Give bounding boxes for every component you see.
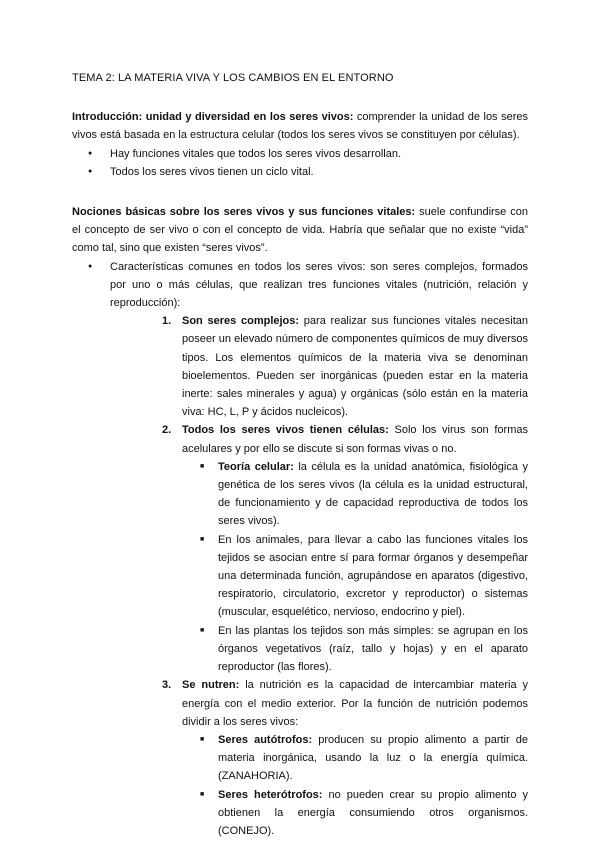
sub-item-text: En las plantas los tejidos son más simples: se agrupan en los órganos vegetativos (raíz, tallo y hojas) y en el aparato reproductor (las flores). [218, 624, 528, 674]
intro-heading: Introducción: unidad y diversidad en los seres vivos: [72, 111, 354, 124]
nociones-heading: Nociones básicas sobre los seres vivos y sus funciones vitales: [72, 206, 416, 219]
sub-item-text: no pueden crear su propio alimento y obtienen la energía consumiendo otros organismos. (CONEJO). [218, 788, 528, 837]
sub-item [200, 531, 528, 622]
item-number: 3. [162, 679, 172, 692]
list-item [72, 258, 528, 841]
list-item: ● Hay funciones vitales que todos los seres vivos desarrollan. [72, 145, 528, 163]
sub-item-heading: Teoría celular: [218, 460, 294, 473]
intro-bullet-list [72, 145, 528, 181]
numbered-item-2 [162, 421, 528, 676]
item-heading: Todos los seres vivos tienen células: [182, 424, 389, 437]
item-heading: Se nutren: [182, 679, 240, 692]
intro-text: comprender la unidad de los seres vivos está basada en la estructura celular (todos los seres vivos se constituyen por células). [72, 111, 528, 142]
numbered-list [110, 312, 528, 840]
nociones-paragraph [72, 203, 528, 258]
sub-item [200, 786, 528, 841]
sub-item [200, 622, 528, 677]
list-item: ● Todos los seres vivos tienen un ciclo vital. [72, 163, 528, 181]
sub-item-text: En los animales, para llevar a cabo las funciones vitales los tejidos se asocian entre sí para formar órganos y desempeñar una determinada función, agrupándose en aparatos (digestivo, respiratorio, circulatorio, excretor y reproductor) o sistemas (muscular, esquelético, nervioso, endocrino y piel). [218, 533, 528, 619]
item-text: Solo los virus son formas acelulares y por ello se discute si son formas vivas o no. [182, 424, 528, 455]
sub-item-text: producen su propio alimento a partir de materia inorgánica, usando la luz o la energía química. (ZANAHORIA). [218, 733, 529, 783]
numbered-item-1 [162, 312, 528, 421]
nociones-bullet-list [72, 258, 528, 841]
sub-item-text: la célula es la unidad anatómica, fisiológica y genética de los seres vivos (la célula es la unidad estructural, de funcionamiento y de capacidad reproductiva de todos los seres vivos). [218, 460, 528, 528]
nociones-text: suele confundirse con el concepto de ser vivo o con el concepto de vida. Habría que señalar que no existe “vida” como tal, sino que existen “seres vivos”. [72, 206, 528, 255]
item-number: 1. [162, 315, 172, 328]
numbered-item-3 [162, 676, 529, 840]
sub-list [182, 731, 528, 840]
sub-item-heading: Seres autótrofos: [218, 733, 313, 746]
sub-item-heading: Seres heterótrofos: [218, 788, 323, 801]
sub-item [200, 458, 528, 531]
sub-item [200, 731, 528, 786]
item-number: 2. [162, 424, 172, 437]
intro-section [72, 108, 528, 181]
nociones-section [72, 203, 528, 840]
sub-list [182, 458, 528, 676]
intro-paragraph [72, 108, 528, 144]
item-text: para realizar sus funciones vitales necesitan poseer un elevado número de componentes químicos de muy diversos tipos. Los elementos químicos de la materia viva se denominan bioelementos. Pueden ser inorgánicas (pueden estar en la materia inerte: sales minerales y agua) y orgánicas (sólo están en la materia viva: HC, L, P y ácidos nucleicos). [182, 315, 528, 419]
caracteristicas-text: Características comunes en todos los seres vivos: son seres complejos, formados por uno o más células, que realizan tres funciones vitales (nutrición, relación y reproducción): [110, 260, 528, 310]
page-title: TEMA 2: LA MATERIA VIVA Y LOS CAMBIOS EN EL ENTORNO [72, 72, 394, 84]
item-text: la nutrición es la capacidad de intercambiar materia y energía con el medio exterior. Por la función de nutrición podemos dividir a los seres vivos: [182, 679, 528, 728]
item-heading: Son seres complejos: [182, 315, 300, 328]
